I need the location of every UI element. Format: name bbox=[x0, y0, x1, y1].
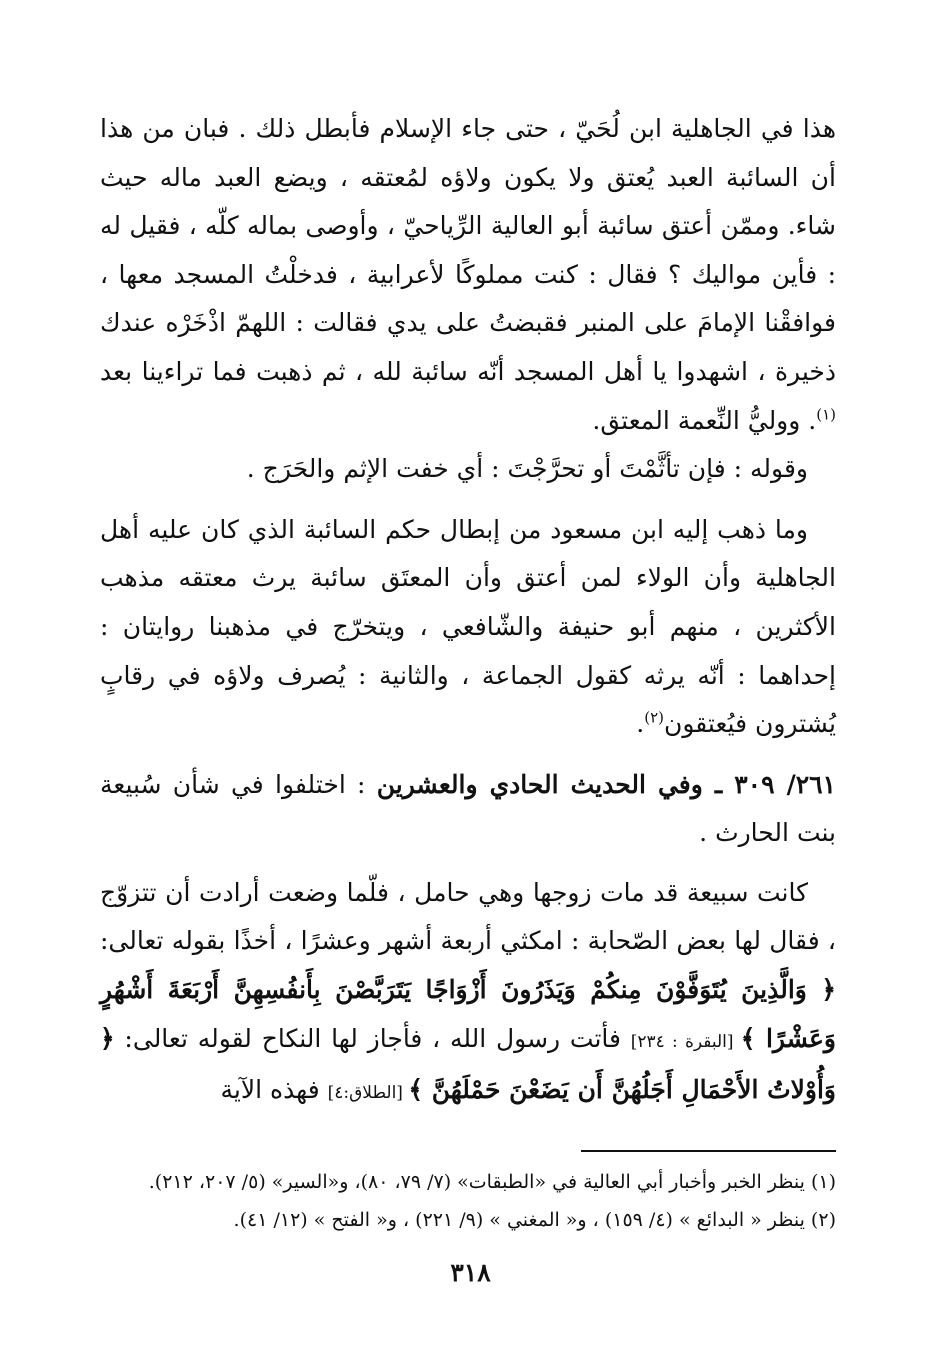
paragraph-text-end: . ووليُّ النِّعمة المعتق. bbox=[592, 405, 817, 435]
paragraph-text: كانت سبيعة قد مات زوجها وهي حامل ، فلّما وضعت أرادت أن تتزوّج ، فقال لها بعض الصّحابة : امكثي أربعة أشهر وعشرًا ، أخذًا بقوله تعالى: bbox=[100, 877, 836, 956]
footnote-marker-1: (١) bbox=[816, 405, 836, 424]
paragraph-text-end: . bbox=[636, 709, 645, 739]
footnote-1: (١) ينظر الخبر وأخبار أبي العالية في «الطبقات» (٧/ ٧٩، ٨٠)، و«السير» (٥/ ٢٠٧، ٢١٢). bbox=[148, 1171, 836, 1193]
quran-verse-1: ﴿ وَالَّذِينَ يُتَوَفَّوْنَ مِنكُمْ وَيَذَرُونَ أَزْوَاجًا يَتَرَبَّصْنَ بِأَنفُسِهِنَّ أَرْبَعَةَ أَشْهُرٍ وَعَشْرًا ﴾ bbox=[100, 974, 836, 1053]
hadith-heading-text: : اختلفوا في شأن سُبيعة بنت الحارث . bbox=[100, 769, 836, 847]
paragraph-text: وقوله : فإن تأثَّمْتَ أو تحرَّجْتَ : أي خفت الإثم والحَرَج . bbox=[246, 454, 808, 484]
footnotes bbox=[100, 1163, 836, 1239]
paragraph-explanation bbox=[100, 445, 836, 494]
paragraph-sa-iba bbox=[100, 105, 836, 445]
paragraph-text: فأتت رسول الله ، فأجاز لها النكاح لقوله تعالى: bbox=[114, 1023, 631, 1053]
quran-verse-2: ﴿ وَأُوْلاتُ الأَحْمَالِ أَجَلُهُنَّ أَن يَضَعْنَ حَمْلَهُنَّ ﴾ bbox=[100, 1023, 836, 1105]
hadith-number-heading: ٢٦١/ ٣٠٩ ـ وفي الحديث الحادي والعشرين bbox=[376, 769, 836, 799]
verse-reference-2: [الطلاق:٤] bbox=[327, 1083, 409, 1104]
paragraph-text: هذا في الجاهلية ابن لُحَيّ ، حتى جاء الإسلام فأبطل ذلك . فبان من هذا أن السائبة العبد يُعتق ولا يكون ولاؤه لمُعتقه ، ويضع العبد ماله حيث شاء. وممّن أعتق سائبة أبو العالية الرِّياحيّ ، وأوصى بماله كلّه ، فقيل له : فأين مواليك ؟ فقال : كنت مملوكًا لأعرابية ، فدخلْتُ المسجد معها ، فوافقْنا الإمامَ على المنبر فقبضتُ على يدي فقالت : اللهمّ اذْخَرْه عندك ذخيرة ، اشهدوا يا أهل المسجد أنّه سائبة لله ، ثم ذهبت فما تراءينا بعد bbox=[100, 114, 836, 386]
page-number: ٣١٨ bbox=[450, 1258, 491, 1287]
page-body bbox=[100, 105, 836, 1318]
paragraph-text: وما ذهب إليه ابن مسعود من إبطال حكم السائبة الذي كان عليه أهل الجاهلية وأن الولاء لمن أعتق وأن المعتَق سائبة يرث معتقه مذهب الأكثرين ، منهم أبو حنيفة والشّافعي ، ويتخرّج في مذهبنا روايتان : إحداهما : أنّه يرثه كقول الجماعة ، والثانية : يُصرف ولاؤه في رقابٍ يُشترون فيُعتقون bbox=[100, 514, 836, 739]
verse-reference-1: [البقرة : ٢٣٤] bbox=[630, 1031, 741, 1052]
paragraph-ibn-masud bbox=[100, 506, 836, 749]
paragraph-subay-a bbox=[100, 869, 836, 1118]
footnote-marker-2: (٢) bbox=[644, 708, 664, 727]
footnote-2: (٢) ينظر « البدائع » (٤/ ١٥٩) ، و« المغني » (٩/ ٢٢١) ، و« الفتح » (١٢/ ٤١). bbox=[233, 1209, 836, 1231]
hadith-heading bbox=[100, 761, 836, 857]
footnote-divider bbox=[581, 1150, 836, 1152]
paragraph-text: فهذه الآية bbox=[220, 1075, 328, 1105]
